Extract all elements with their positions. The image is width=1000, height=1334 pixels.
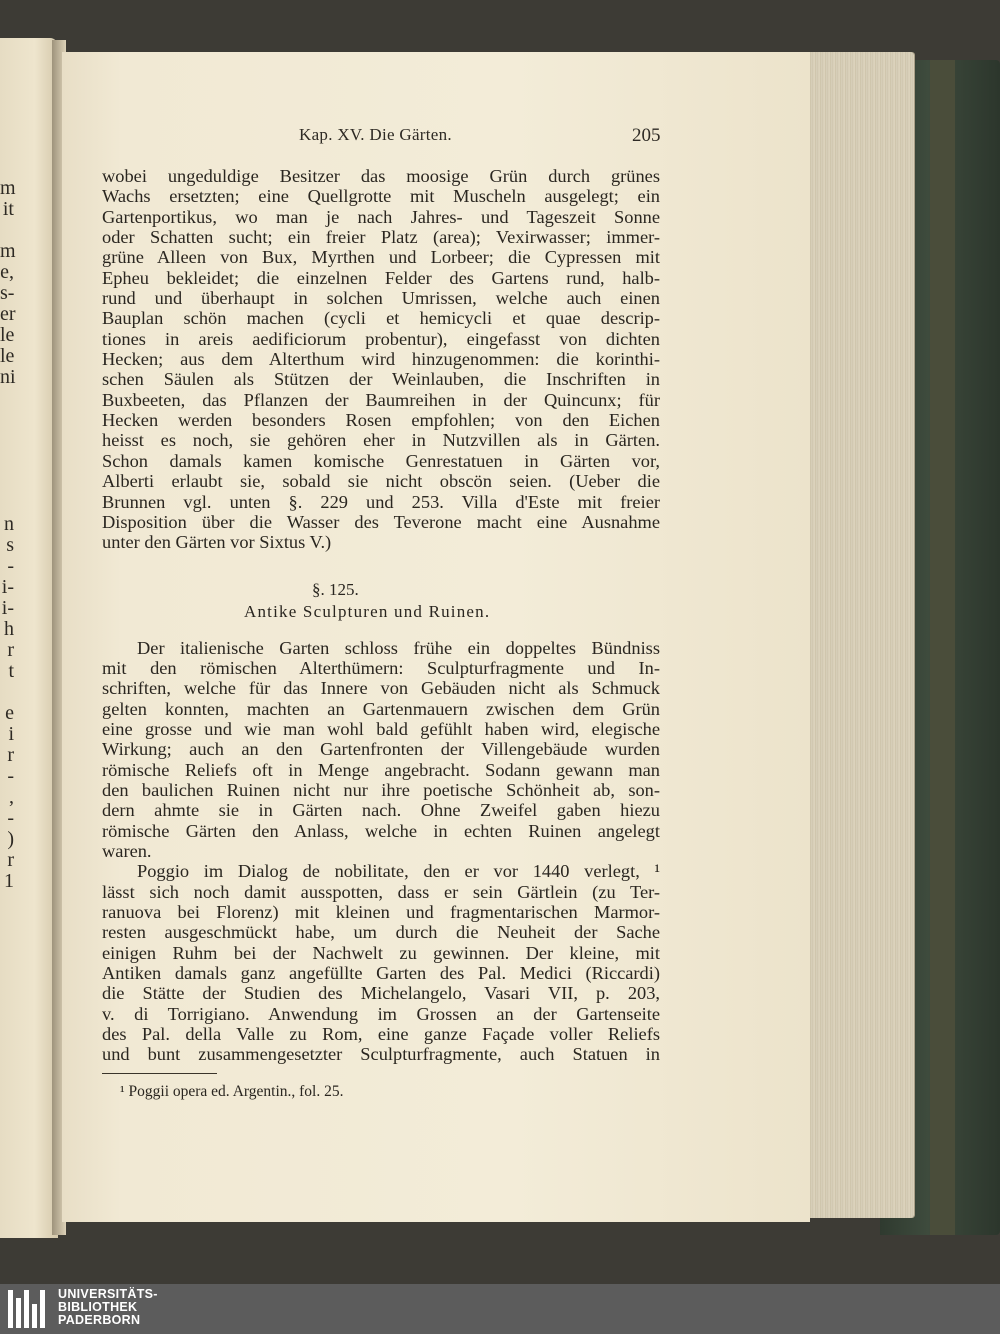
text-line: lässt sich noch damit ausspotten, dass er sein Gärtlein (zu Ter- <box>102 881 660 902</box>
left-page-letter: - <box>7 807 14 829</box>
text-line: dern ahmte sie in Gärten nach. Ohne Zweifel gaben hiezu <box>102 800 660 821</box>
text-line: waren. <box>102 840 152 861</box>
left-page-letter <box>0 451 14 472</box>
left-page-letter: s- <box>0 282 15 304</box>
left-page-letter <box>0 409 14 430</box>
footnote: ¹ Poggii opera ed. Argentin., fol. 25. <box>120 1083 344 1100</box>
left-page-letter: t <box>8 660 14 682</box>
running-head: Kap. XV. Die Gärten. <box>299 125 452 144</box>
text-line: Bauplan schön machen (cycli et hemicycli et quae descrip- <box>102 308 660 329</box>
left-page-letter: ) <box>7 828 14 850</box>
left-page-letter: 1 <box>4 870 14 892</box>
text-line: einigen Ruhm bei der Nachwelt zu gewinnen. Der kleine, mit <box>102 942 660 963</box>
paragraph-3 <box>102 861 660 1064</box>
left-page-letter: - <box>7 555 14 577</box>
text-line: oder Schatten sucht; ein freier Platz (area); Vexirwasser; immer- <box>102 227 660 248</box>
right-page <box>62 52 810 1222</box>
text-line: römische Reliefs oft in Menge angebracht. Sodann gewann man <box>102 759 660 780</box>
left-page-letter: i- <box>1 576 14 598</box>
text-line: heisst es noch, sie gehören eher in Nutzvillen als in Gärten. <box>102 430 660 451</box>
left-page-letter: i- <box>1 597 14 619</box>
library-name-line: UNIVERSITÄTS- <box>58 1287 158 1301</box>
text-line: resten ausgeschmückt habe, um durch die Neuheit der Sache <box>102 922 660 943</box>
left-page-letter <box>0 430 14 451</box>
paragraph-1 <box>102 166 660 553</box>
text-line: schen Säulen als Stützen der Weinlauben, die Inschriften in <box>102 369 660 390</box>
text-line: Antiken damals ganz angefüllte Garten des Pal. Medici (Riccardi) <box>102 963 660 984</box>
library-logo-icon <box>8 1288 48 1328</box>
text-line: Der italienische Garten schloss frühe ein doppeltes Bündniss <box>137 637 660 658</box>
left-page-letter: er <box>0 303 16 325</box>
text-line: Schon damals kamen komische Genrestatuen in Gärten vor, <box>102 450 660 471</box>
left-page-letter: h <box>4 618 14 640</box>
text-line: Hecken werden besonders Rosen empfohlen; von den Eichen <box>102 410 660 431</box>
library-footer <box>0 1284 1000 1334</box>
left-page-letter: r <box>7 744 14 766</box>
text-line: römische Gärten den Anlass, welche in echten Ruinen angelegt <box>102 820 660 841</box>
left-page-letter <box>0 472 14 493</box>
left-page-letter: i <box>8 723 14 745</box>
left-page-letter: it <box>2 198 14 220</box>
left-page-letter: e <box>5 702 14 724</box>
text-line: den baulichen Ruinen nicht nur ihre poetische Schönheit ab, son- <box>102 779 660 800</box>
left-page-letter: s <box>6 534 14 556</box>
left-page-letter: , <box>9 786 14 808</box>
footnote-rule <box>102 1073 217 1074</box>
text-line: Poggio im Dialog de nobilitate, den er vor 1440 verlegt, ¹ <box>137 861 660 882</box>
text-line: des Pal. della Valle zu Rom, eine ganze Façade voller Reliefs <box>102 1024 660 1045</box>
text-line: Epheu bekleidet; die einzelnen Felder des Gartens rund, halb- <box>102 267 660 288</box>
left-page-letter: ni <box>0 366 16 388</box>
page-number: 205 <box>632 125 661 146</box>
text-line: Wachs ersetzten; eine Quellgrotte mit Muscheln ausgelegt; ein <box>102 186 660 207</box>
text-line: Buxbeeten, das Pflanzen der Baumreihen in der Quincunx; für <box>102 389 660 410</box>
text-line: Gartenportikus, wo man je nach Jahres- und Tageszeit Sonne <box>102 206 660 227</box>
left-page-letter: r <box>7 849 14 871</box>
left-page-letter: n <box>4 513 14 535</box>
page-edges <box>796 52 914 1218</box>
text-line: Hecken; aus dem Alterthum wird hinzugenommen: die korinthi- <box>102 349 660 370</box>
text-line: Disposition über die Wasser des Teverone macht eine Ausnahme <box>102 511 660 532</box>
section-title: Antike Sculpturen und Ruinen. <box>244 602 491 621</box>
text-line: Wirkung; auch an den Gartenfronten der Villengebäude wurden <box>102 739 660 760</box>
text-line: ranuova bei Florenz) mit kleinen und fragmentarischen Marmor- <box>102 902 660 922</box>
section-number: §. 125. <box>312 580 359 599</box>
text-line: rund und überhaupt in solchen Umrissen, welche auch einen <box>102 288 660 309</box>
left-page-letter: - <box>7 765 14 787</box>
text-line: eine grosse und wie man wohl bald gefühlt haben wird, elegische <box>102 718 660 739</box>
left-page-letter <box>0 388 14 409</box>
left-page-letter <box>0 220 14 241</box>
left-page-letter: e, <box>0 261 14 283</box>
section-spacer <box>102 553 660 638</box>
text-line: tiones in areis aedificiorum probentur), eingefasst von dichten <box>102 328 660 349</box>
text-line: und bunt zusammengesetzter Sculpturfragmente, auch Statuen in <box>102 1044 660 1065</box>
text-line: die Stätte der Studien des Michelangelo, Vasari VII, p. 203, <box>102 983 660 1004</box>
text-line: wobei ungeduldige Besitzer das moosige Grün durch grünes <box>102 166 660 186</box>
library-name-line: BIBLIOTHEK <box>58 1300 138 1314</box>
left-page-edge <box>0 38 58 1238</box>
left-page-letters <box>0 178 14 892</box>
book-spine-band <box>930 60 955 1235</box>
text-line: schriften, welche für das Innere von Gebäuden nicht als Schmuck <box>102 678 660 699</box>
text-line: v. di Torrigiano. Anwendung im Grossen an der Gartenseite <box>102 1003 660 1024</box>
text-line: grüne Alleen von Bux, Myrthen und Lorbeer; die Cypressen mit <box>102 247 660 268</box>
library-name-line: PADERBORN <box>58 1313 141 1327</box>
text-line: Brunnen vgl. unten §. 229 und 253. Villa d'Este mit freier <box>102 491 660 512</box>
text-line: Alberti erlaubt sie, sobald sie nicht obscön seien. (Ueber die <box>102 471 660 492</box>
paragraph-2 <box>102 638 660 862</box>
left-page-letter: m <box>0 177 16 199</box>
left-page-letter <box>0 682 14 703</box>
text-line: gelten konnten, machten an Gartenmauern zwischen dem Grün <box>102 698 660 719</box>
left-page-letter: le <box>0 345 15 367</box>
left-page-letter: le <box>0 324 15 346</box>
left-page-letter: m <box>0 240 16 262</box>
library-name <box>58 1288 158 1327</box>
text-line: unter den Gärten vor Sixtus V.) <box>102 532 332 553</box>
left-page-letter: r <box>7 639 14 661</box>
left-page-letter <box>0 493 14 514</box>
text-line: mit den römischen Alterthümern: Sculpturfragmente und In- <box>102 657 660 678</box>
